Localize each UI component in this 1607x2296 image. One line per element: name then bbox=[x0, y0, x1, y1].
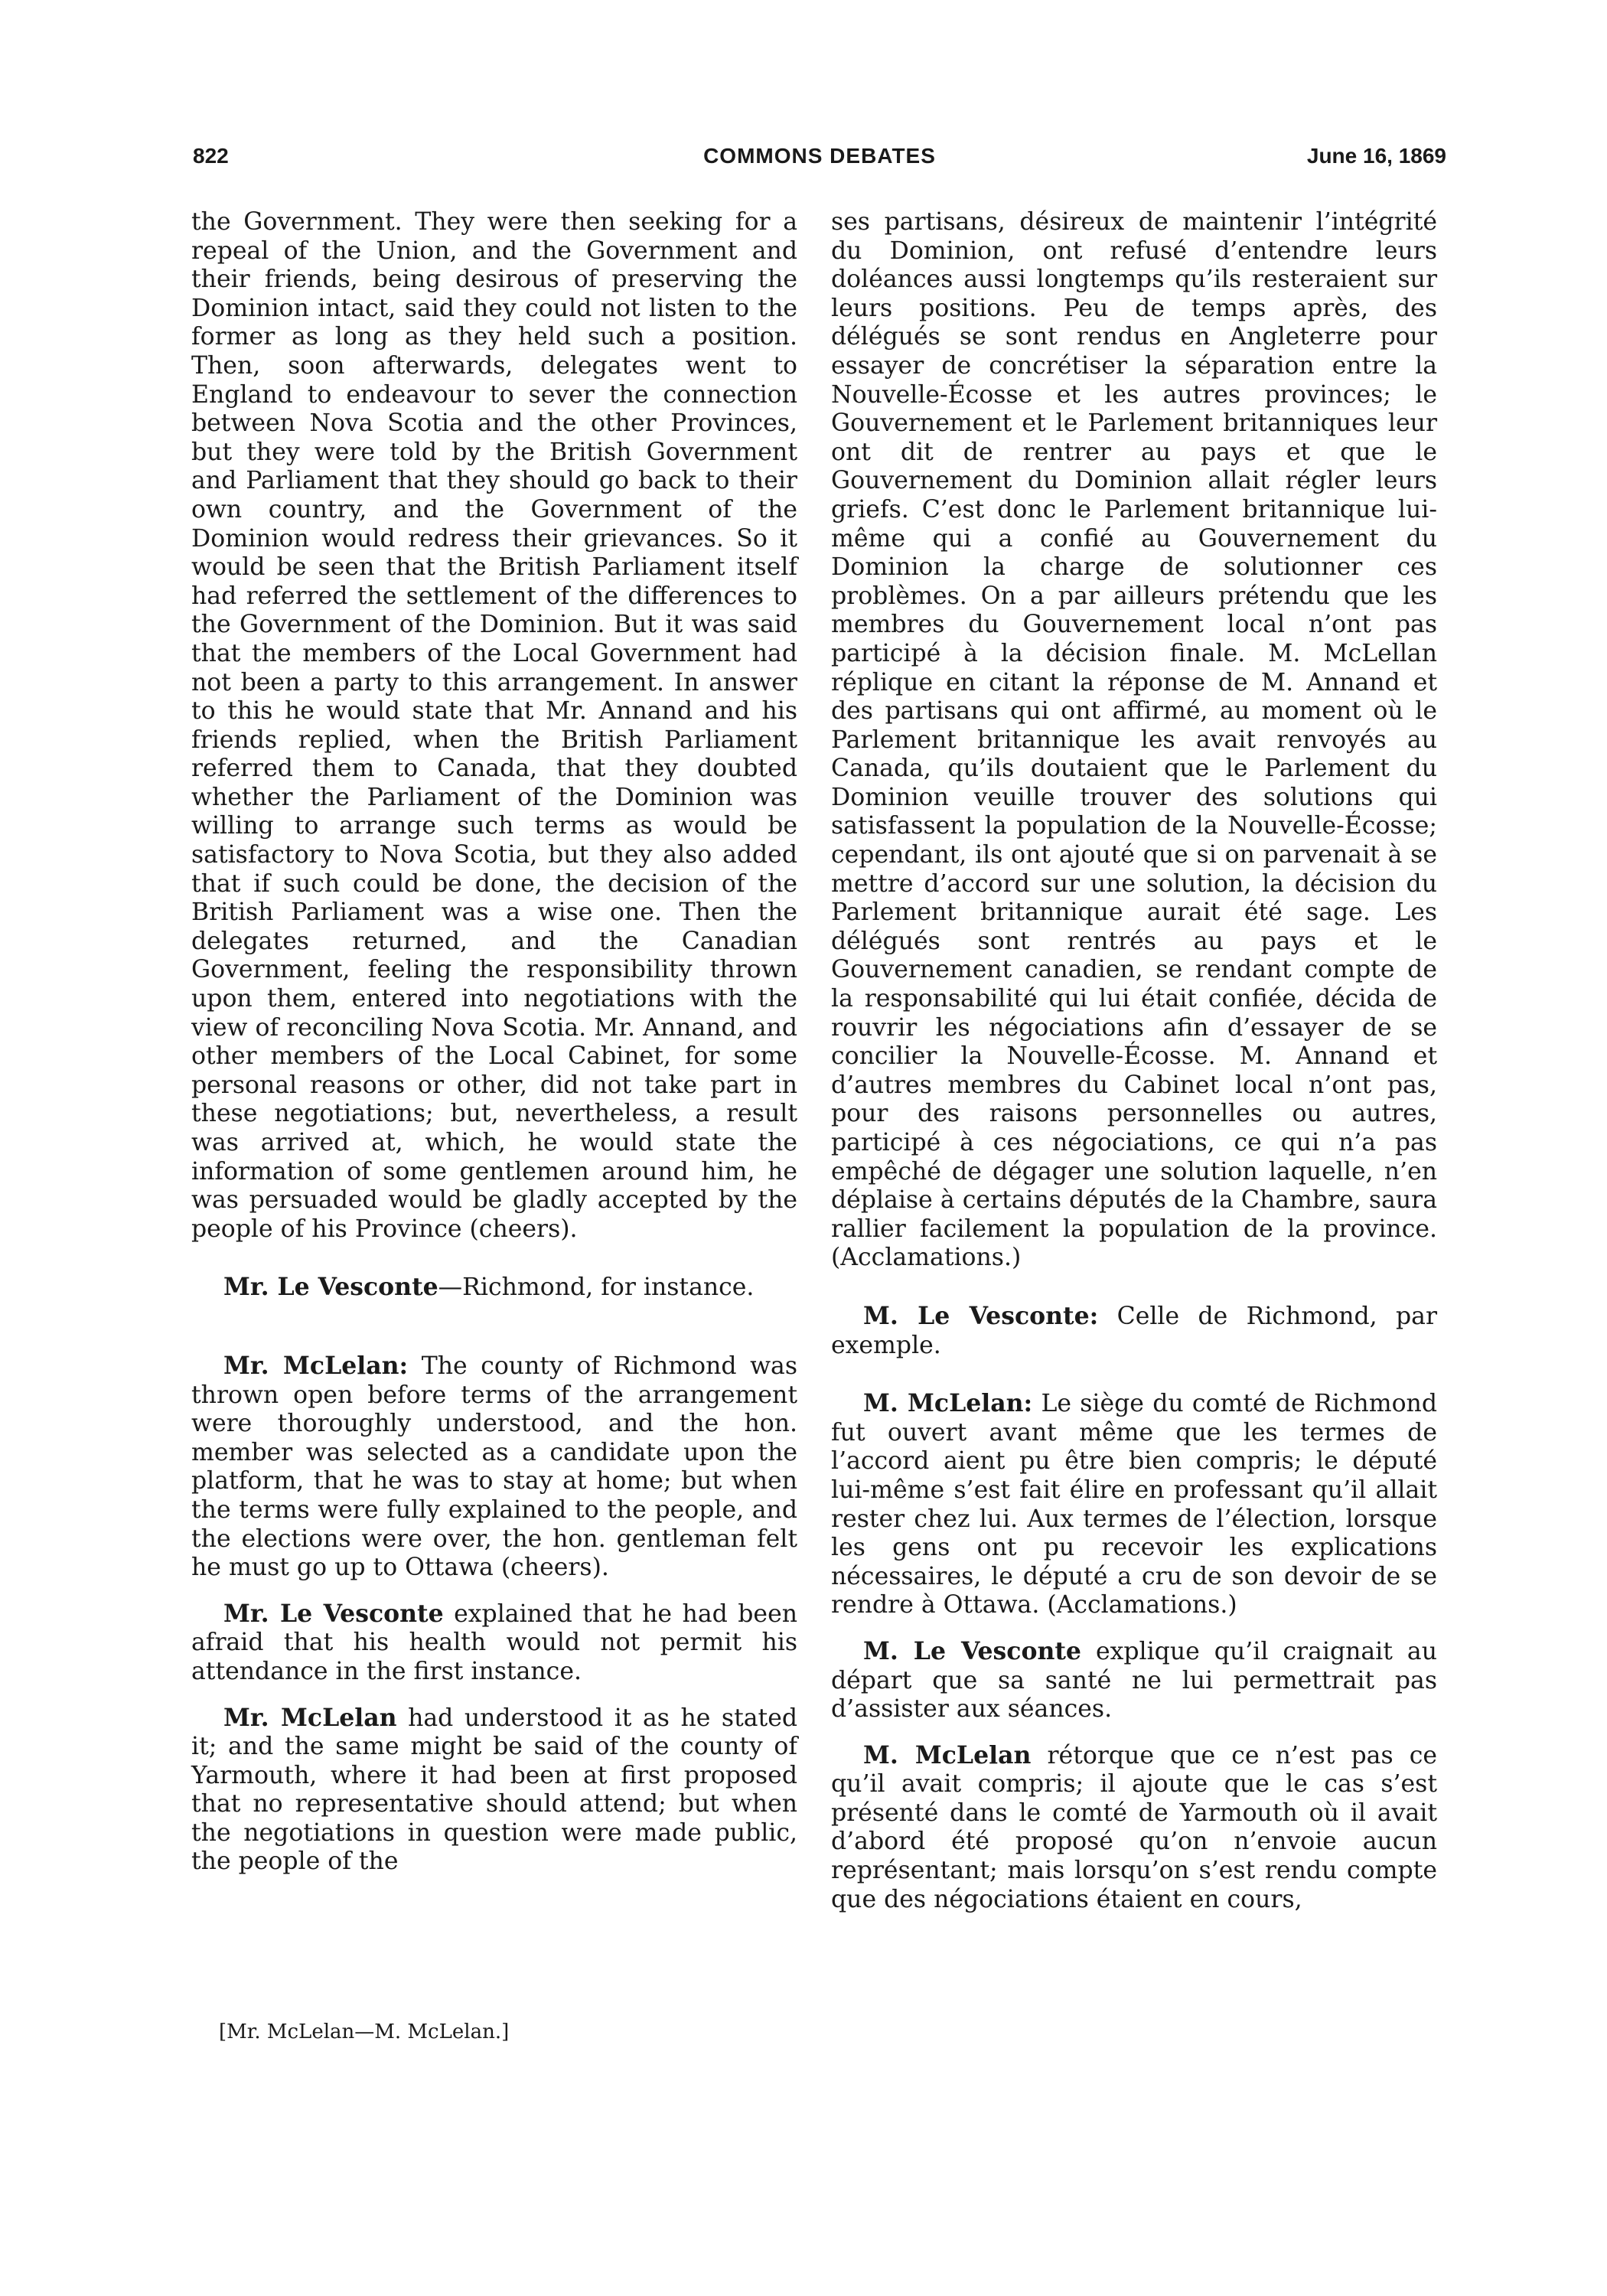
speech-text: had understood it as he stated it; and the same might be said of the county of Yarmouth, where it had been at first proposed that no representative should attend; but when the negotiations in question were made public, the people of the bbox=[191, 1704, 797, 1876]
session-date: June 16, 1869 bbox=[1306, 144, 1446, 168]
running-header bbox=[193, 144, 1446, 182]
speaker-name: Mr. Le Vesconte bbox=[223, 1273, 438, 1302]
french-speech-le-vesconte bbox=[831, 1637, 1437, 1724]
french-interjection-le-vesconte bbox=[831, 1302, 1437, 1360]
english-column bbox=[191, 208, 797, 1877]
speech-text: —Richmond, for instance. bbox=[438, 1274, 755, 1302]
english-interjection-le-vesconte bbox=[191, 1273, 797, 1303]
speaker-name: Mr. McLelan: bbox=[223, 1351, 409, 1380]
french-speech-mclelan-2 bbox=[831, 1741, 1437, 1915]
english-speech-mclelan bbox=[191, 1352, 797, 1583]
speech-text: rétorque que ce n’est pas ce qu’il avait compris; il ajoute que le cas s’est présenté dans le comté de Yarmouth où il avait d’abord été proposé qu’on n’envoie aucun représentant; mais lorsqu’on s’est rendu compte que des négociations étaient en cours, bbox=[831, 1741, 1437, 1913]
speech-text: explained that he had been afraid that his health would not permit his attendance in the first instance. bbox=[191, 1600, 797, 1685]
speaker-name: M. Le Vesconte bbox=[863, 1636, 1081, 1665]
speaker-footnote: [Mr. McLelan—M. McLelan.] bbox=[219, 2020, 510, 2043]
english-speech-le-vesconte bbox=[191, 1600, 797, 1687]
speaker-name: Mr. McLelan bbox=[223, 1703, 397, 1732]
speaker-name: M. McLelan bbox=[863, 1740, 1032, 1769]
english-paragraph-continued: the Government. They were then seeking for a repeal of the Union, and the Government and their friends, being desirous of preserving the Dominion intact, said they could not listen to the former as long as they held such a position. Then, soon afterwards, delegates went to England to endeavour to sever the connection between Nova Scotia and the other Provinces, but they were told by the British Government and Parliament that they should go back to their own country, and the Government of the Dominion would redress their grievances. So it would be seen that the British Parliament itself had referred the settlement of the differences to the Government of the Dominion. But it was said that the members of the Local Government had not been a party to this arrangement. In answer to this he would state that Mr. Annand and his friends replied, when the British Parliament referred them to Canada, that they doubted whether the Parliament of the Dominion was willing to arrange such terms as would be satisfactory to Nova Scotia, but they also added that if such could be done, the decision of the British Parliament was a wise one. Then the delegates returned, and the Canadian Government, feeling the responsibility thrown upon them, entered into negotiations with the view of reconciling Nova Scotia. Mr. Annand, and other members of the Local Cabinet, for some personal reasons or other, did not take part in these negotiations; but, nevertheless, a result was arrived at, which, he would state the information of some gentlemen around him, he was persuaded would be gladly accepted by the people of his Province (cheers). bbox=[191, 208, 797, 1243]
french-paragraph-continued: ses partisans, désireux de maintenir l’intégrité du Dominion, ont refusé d’entendre leurs doléances aussi longtemps qu’ils resteraient sur leurs positions. Peu de temps après, des délégués se sont rendus en Angleterre pour essayer de concrétiser la séparation entre la Nouvelle-Écosse et les autres provinces; le Gouvernement et le Parlement britanniques leur ont dit de rentrer au pays et que le Gouvernement du Dominion allait régler leurs griefs. C’est donc le Parlement britannique lui-même qui a confié au Gouvernement du Dominion la charge de solutionner ces problèmes. On a par ailleurs prétendu que les membres du Gouvernement local n’ont pas participé à la décision finale. M. McLellan réplique en citant la réponse de M. Annand et des partisans qui ont affirmé, au moment où le Parlement britannique les avait renvoyés au Canada, qu’ils doutaient que le Parlement du Dominion veuille trouver des solutions qui satisfassent la population de la Nouvelle-Écosse; cependant, ils ont ajouté que si on parvenait à se mettre d’accord sur une solution, la décision du Parlement britannique aurait été sage. Les délégués sont rentrés au pays et le Gouvernement canadien, se rendant compte de la responsabilité qui lui était confiée, décida de rouvrir les négociations afin d’essayer de se concilier la Nouvelle-Écosse. M. Annand et d’autres membres du Cabinet local n’ont pas, pour des raisons personnelles ou autres, participé à ces négociations, ce qui n’a pas empêché de dégager une solution laquelle, n’en déplaise à certains députés de la Chambre, saura rallier facilement la population de la province. (Acclamations.) bbox=[831, 208, 1437, 1272]
speaker-name: M. Le Vesconte: bbox=[863, 1301, 1099, 1330]
french-speech-mclelan bbox=[831, 1389, 1437, 1620]
speech-text: Le siège du comté de Richmond fut ouvert avant même que les termes de l’accord aient pu être bien compris; le député lui-même s’est fait élire en professant qu’il allait rester chez lui. Aux termes de l’élection, lorsque les gens ont pu recevoir les explications nécessaires, le député a cru de son devoir de se rendre à Ottawa. (Acclamations.) bbox=[831, 1390, 1437, 1619]
french-column bbox=[831, 208, 1437, 1914]
page-number: 822 bbox=[193, 144, 229, 168]
english-speech-mclelan-2 bbox=[191, 1704, 797, 1877]
publication-title: COMMONS DEBATES bbox=[703, 144, 936, 168]
speech-text: Celle de Richmond, par exemple. bbox=[831, 1302, 1438, 1359]
speech-text: explique qu’il craignait au départ que sa santé ne lui permettrait pas d’assister aux séances. bbox=[831, 1637, 1437, 1724]
speech-text: The county of Richmond was thrown open before terms of the arrangement were thoroughly understood, and the hon. member was selected as a candidate upon the platform, that he was to stay at home; but when the terms were fully explained to the people, and the elections were over, the hon. gentleman felt he must go up to Ottawa (cheers). bbox=[191, 1352, 797, 1582]
speaker-name: Mr. Le Vesconte bbox=[223, 1599, 444, 1628]
speaker-name: M. McLelan: bbox=[863, 1389, 1033, 1418]
